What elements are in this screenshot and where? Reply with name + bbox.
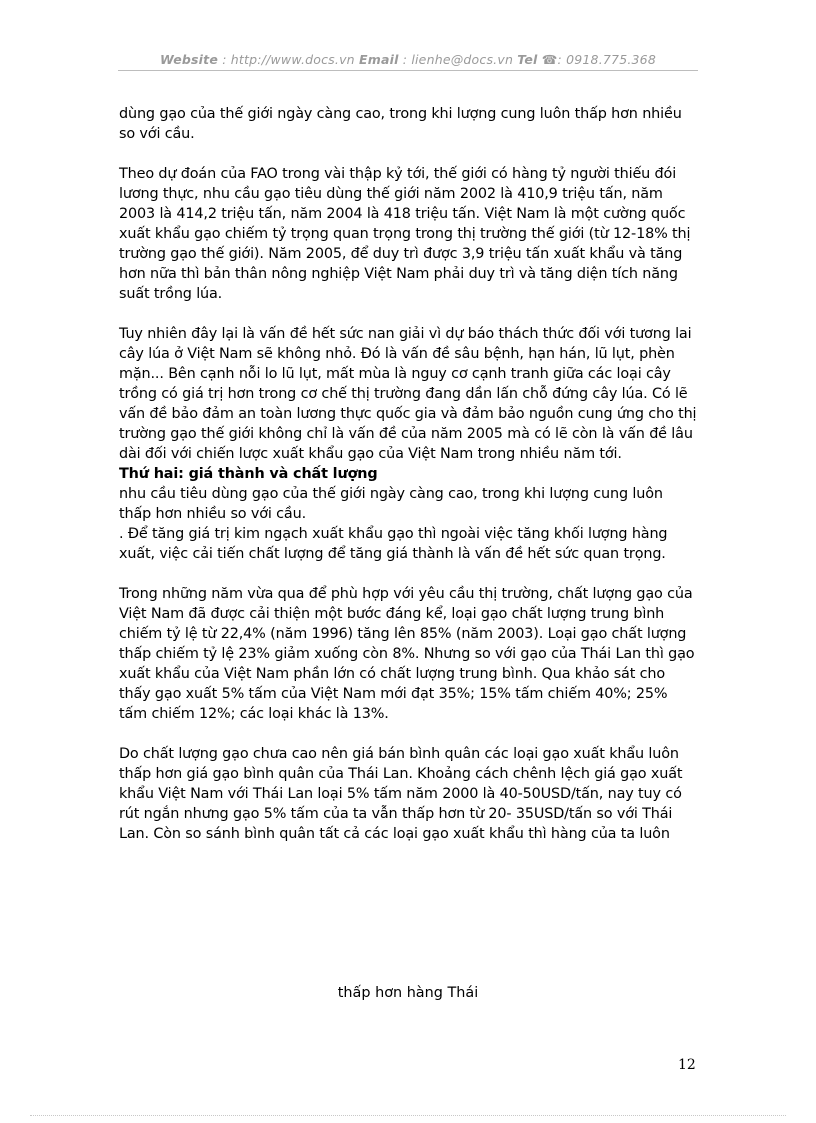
tel-label: Tel	[517, 52, 538, 67]
tel-value: : 0918.775.368	[557, 52, 656, 67]
paragraph-3: Tuy nhiên đây lại là vấn đề hết sức nan giải vì dự báo thách thức đối với tương lai cây lúa ở Việt Nam sẽ không nhỏ. Đó là vấn đề sâu bệnh, hạn hán, lũ lụt, phèn mặn... Bên cạnh nỗi lo lũ lụt, mất mùa là nguy cơ cạnh tranh giữa các loại cây trồng có giá trị hơn trong cơ chế thị trường đang dần lấn chỗ đứng cây lúa. Có lẽ vấn đề bảo đảm an toàn lương thực quốc gia và đảm bảo nguồn cung ứng cho thị trường gạo thế giới không chỉ là vấn đề của năm 2005 mà có lẽ còn là vấn đề lâu dài đối với chiến lược xuất khẩu gạo của Việt Nam trong nhiều năm tới.	[119, 326, 697, 462]
page-header	[0, 52, 816, 67]
bottom-divider	[30, 1115, 786, 1116]
paragraph-7: Do chất lượng gạo chưa cao nên giá bán bình quân các loại gạo xuất khẩu luôn thấp hơn giá gạo bình quân của Thái Lan. Khoảng cách chênh lệch giá gạo xuất khẩu Việt Nam với Thái Lan loại 5% tấm năm 2000 là 40-50USD/tấn, nay tuy có rút ngắn nhưng gạo 5% tấm của ta vẫn thấp hơn từ 20- 35USD/tấn so với Thái Lan. Còn so sánh bình quân tất cả các loại gạo xuất khẩu thì hàng của ta luôn	[119, 746, 683, 842]
continuation-text: thấp hơn hàng Thái	[337, 985, 479, 1001]
paragraph-6: Trong những năm vừa qua để phù hợp với yêu cầu thị trường, chất lượng gạo của Việt Nam đã được cải thiện một bước đáng kể, loại gạo chất lượng trung bình chiếm tỷ lệ từ 22,4% (năm 1996) tăng lên 85% (năm 2003). Loại gạo chất lượng thấp chiếm tỷ lệ 23% giảm xuống còn 8%. Nhưng so với gạo của Thái Lan thì gạo xuất khẩu của Việt Nam phần lớn có chất lượng trung bình. Qua khảo sát cho thấy gạo xuất 5% tấm của Việt Nam mới đạt 35%; 15% tấm chiếm 40%; 25% tấm chiếm 12%; các loại khác là 13%.	[119, 586, 695, 722]
page-body	[119, 104, 699, 844]
paragraph-4: nhu cầu tiêu dùng gạo của thế giới ngày càng cao, trong khi lượng cung luôn thấp hơn nhiều so với cầu.	[119, 486, 663, 522]
phone-icon: ☎	[541, 52, 558, 67]
page-number: 12	[678, 1057, 696, 1073]
website-label: Website	[160, 52, 219, 67]
paragraph-5: . Để tăng giá trị kim ngạch xuất khẩu gạo thì ngoài việc tăng khối lượng hàng xuất, việc cải tiến chất lượng để tăng giá thành là vấn đề hết sức quan trọng.	[119, 526, 668, 562]
header-divider	[118, 70, 698, 71]
paragraph-1: dùng gạo của thế giới ngày càng cao, trong khi lượng cung luôn thấp hơn nhiều so với cầu.	[119, 106, 682, 142]
paragraph-2: Theo dự đoán của FAO trong vài thập kỷ tới, thế giới có hàng tỷ người thiếu đói lương thực, nhu cầu gạo tiêu dùng thế giới năm 2002 là 410,9 triệu tấn, năm 2003 là 414,2 triệu tấn, năm 2004 là 418 triệu tấn. Việt Nam là một cường quốc xuất khẩu gạo chiếm tỷ trọng quan trọng trong thị trường thế giới (từ 12-18% thị trường gạo thế giới). Năm 2005, để duy trì được 3,9 triệu tấn xuất khẩu và tăng hơn nữa thì bản thân nông nghiệp Việt Nam phải duy trì và tăng diện tích năng suất trồng lúa.	[119, 166, 691, 302]
website-value: : http://www.docs.vn	[222, 52, 355, 67]
email-label: Email	[358, 52, 399, 67]
email-value: : lienhe@docs.vn	[402, 52, 514, 67]
section-heading: Thứ hai: giá thành và chất lượng	[119, 466, 378, 482]
